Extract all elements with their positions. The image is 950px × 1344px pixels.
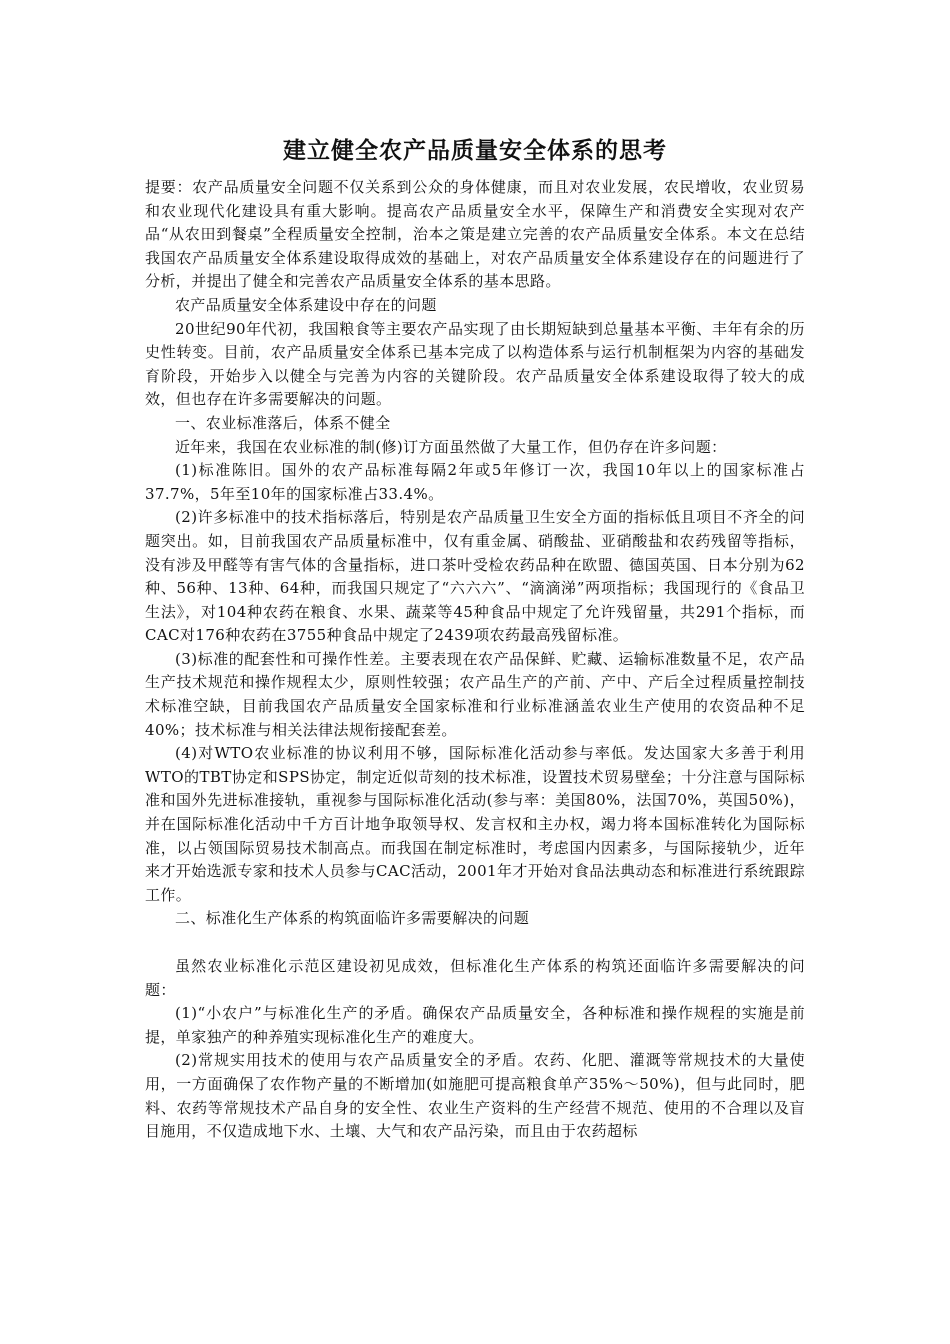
list-item-4: (4)对WTO农业标准的协议利用不够，国际标准化活动参与率低。发达国家大多善于利用WTO的TBT协定和SPS协定，制定近似苛刻的技术标准，设置技术贸易壁垒；十分注意与国际标准和国外先进标准接轨，重视参与国际标准化活动(参与率：美国80%，法国70%，英国50%)，并在国际标准化活动中千方百计地争取领导权、发言权和主办权，竭力将本国标准转化为国际标准，以占领国际贸易技术制高点。而我国在制定标准时，考虑国内因素多，与国际接轨少，近年来才开始选派专家和技术人员参与CAC活动，2001年才开始对食品法典动态和标准进行系统跟踪工作。 [145,744,805,904]
body-paragraph: 近年来，我国在农业标准的制(修)订方面虽然做了大量工作，但仍存在许多问题： [175,437,727,456]
document-title: 建立健全农产品质量安全体系的思考 [283,138,667,164]
section-heading-production: 二、标准化生产体系的构筑面临许多需要解决的问题 [175,909,530,928]
body-paragraph: 虽然农业标准化示范区建设初见成效，但标准化生产体系的构筑还面临许多需要解决的问题： [145,957,805,999]
section-heading-standards: 一、农业标准落后，体系不健全 [175,413,391,432]
document-page [145,132,805,1144]
blank-line [145,931,805,955]
list-item-2: (2)常规实用技术的使用与农产品质量安全的矛盾。农药、化肥、灌溉等常规技术的大量使用，一方面确保了农作物产量的不断增加(如施肥可提高粮食单产35%～50%)，但与此同时，肥料、农药等常规技术产品自身的安全性、农业生产资料的生产经营不规范、使用的不合理以及盲目施用，不仅造成地下水、土壤、大气和农产品污染，而且由于农药超标 [145,1051,805,1141]
list-item-2: (2)许多标准中的技术指标落后，特别是农产品质量卫生安全方面的指标低且项目不齐全的问题突出。如，目前我国农产品质量标准中，仅有重金属、硝酸盐、亚硝酸盐和农药残留等指标，没有涉及甲醛等有害气体的含量指标，进口茶叶受检农药品种在欧盟、德国英国、日本分别为62种、56种、13种、64种，而我国只规定了“六六六”、“滴滴涕”两项指标；我国现行的《食品卫生法》，对104种农药在粮食、水果、蔬菜等45种食品中规定了允许残留量，共291个指标，而CAC对176种农药在3755种食品中规定了2439项农药最高残留标准。 [145,508,805,645]
list-item-1: (1)标准陈旧。国外的农产品标准每隔2年或5年修订一次，我国10年以上的国家标准占37.7%，5年至10年的国家标准占33.4%。 [145,461,805,503]
abstract-paragraph: 提要：农产品质量安全问题不仅关系到公众的身体健康，而且对农业发展，农民增收，农业贸易和农业现代化建设具有重大影响。提高农产品质量安全水平，保障生产和消费安全实现对农产品“从农田到餐桌”全程质量安全控制，治本之策是建立完善的农产品质量安全体系。本文在总结我国农产品质量安全体系建设取得成效的基础上，对农产品质量安全体系建设存在的问题进行了分析，并提出了健全和完善农产品质量安全体系的基本思路。 [145,178,805,291]
body-paragraph: 20世纪90年代初，我国粮食等主要农产品实现了由长期短缺到总量基本平衡、丰年有余的历史性转变。目前，农产品质量安全体系已基本完成了以构造体系与运行机制框架为内容的基础发育阶段，开始步入以健全与完善为内容的关键阶段。农产品质量安全体系建设取得了较大的成效，但也存在许多需要解决的问题。 [145,319,805,409]
list-item-3: (3)标准的配套性和可操作性差。主要表现在农产品保鲜、贮藏、运输标准数量不足，农产品生产技术规范和操作规程太少，原则性较强；农产品生产的产前、产中、产后全过程质量控制技术标准空缺，目前我国农产品质量安全国家标准和行业标准涵盖农业生产使用的农资品种不足40%；技术标准与相关法律法规衔接配套差。 [145,649,805,739]
list-item-1: (1)“小农户”与标准化生产的矛盾。确保农产品质量安全，各种标准和操作规程的实施是前提，单家独产的种养殖实现标准化生产的难度大。 [145,1004,805,1046]
section-heading-problems: 农产品质量安全体系建设中存在的问题 [175,295,437,314]
